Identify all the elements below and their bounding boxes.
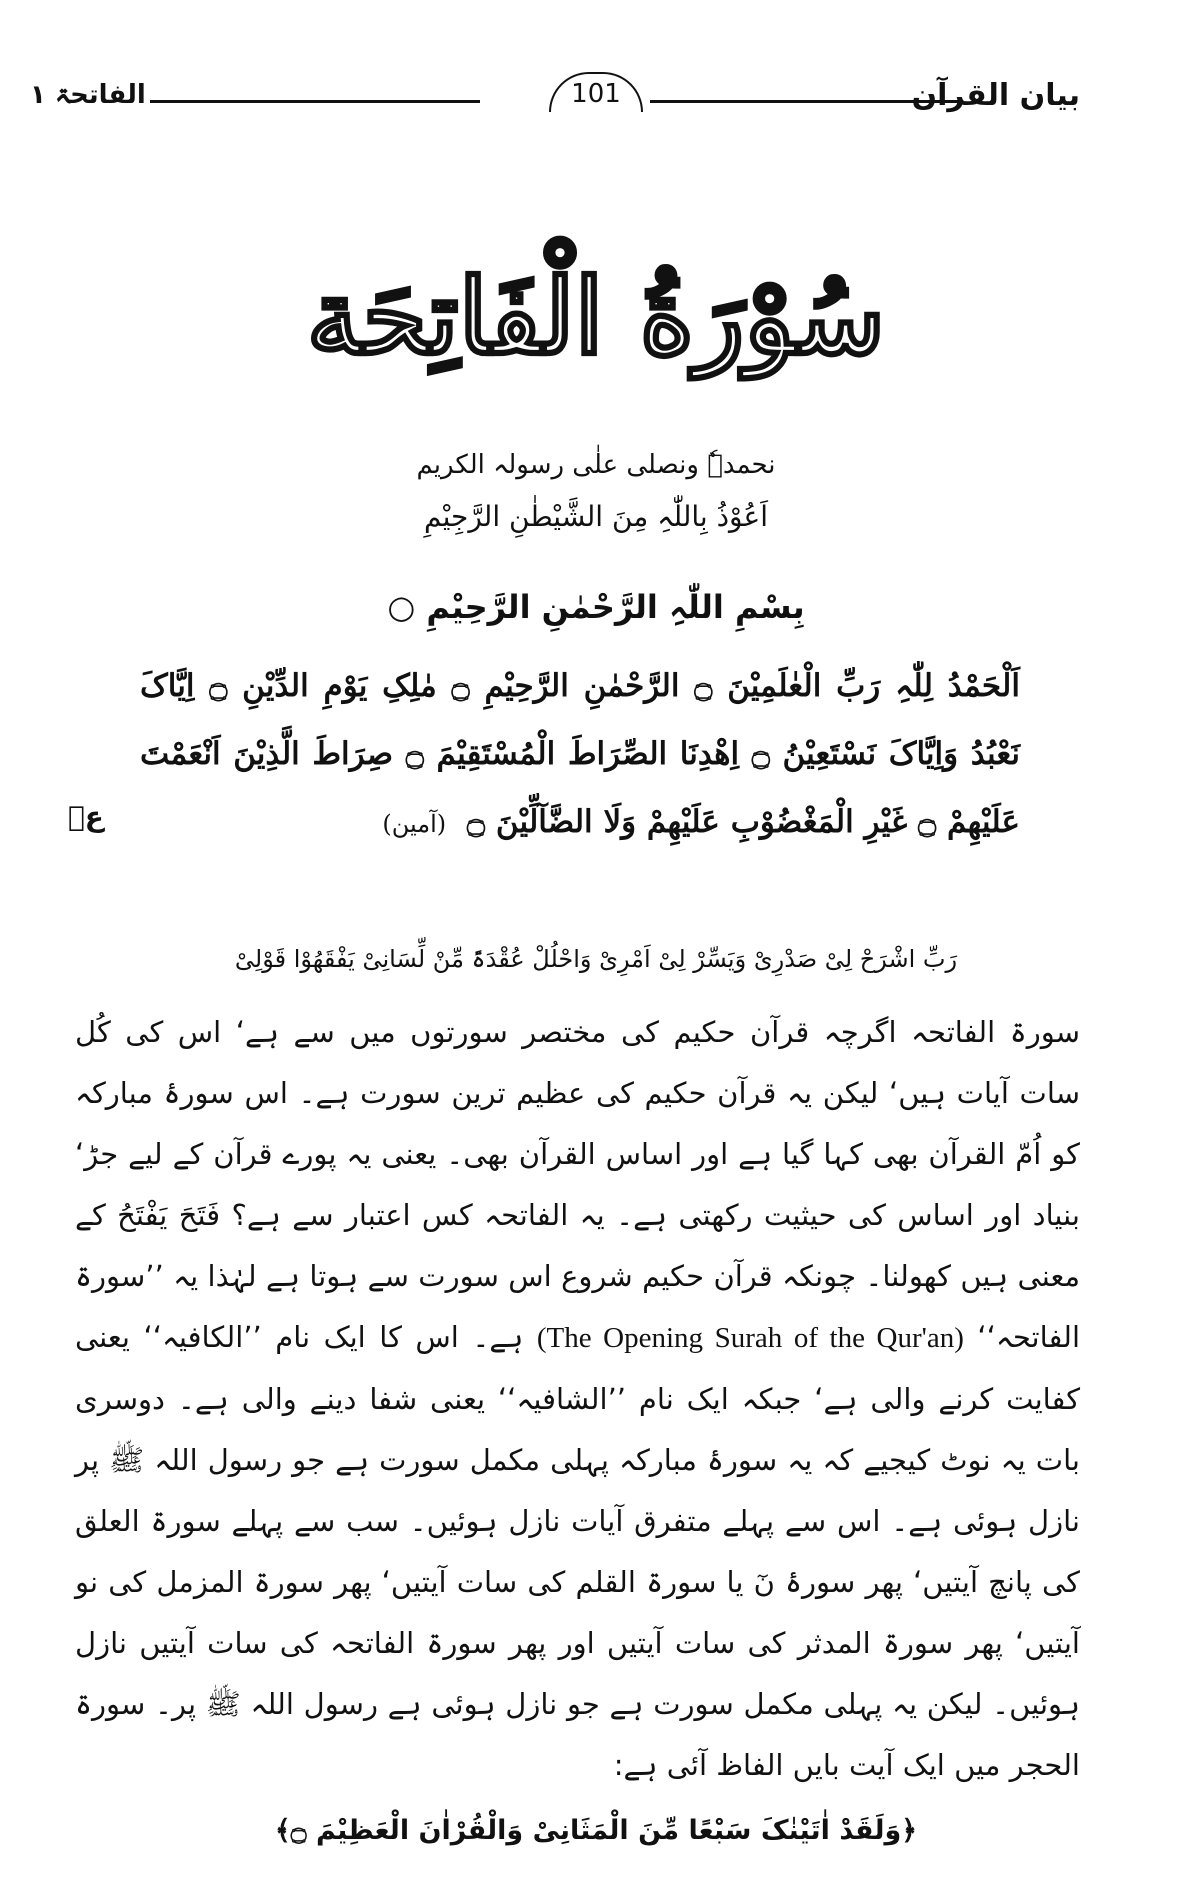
header-surah-label: الفاتحۃ ۱	[30, 80, 146, 110]
page-number: 101	[549, 72, 643, 112]
commentary-part-1: سورۃ الفاتحہ اگرچہ قرآن حکیم کی مختصر سورتوں میں سے ہے‘ اس کی کُل سات آیات ہیں‘ لیکن یہ قرآن حکیم کی عظیم ترین سورت ہے۔ اس سورۂ مبارکہ کو اُمّ القرآن بھی کہا گیا ہے اور اساس القرآن بھی۔ یعنی یہ پورے قرآن کے لیے جڑ‘ بنیاد اور اساس کی حیثیت رکھتی ہے۔ یہ الفاتحہ کس اعتبار سے ہے؟ فَتَحَ یَفْتَحُ کے معنی ہیں کھولنا۔ چونکہ قرآن حکیم شروع اس سورت سے ہوتا ہے لہٰذا یہ ’’سورۃ الفاتحہ‘‘	[75, 1015, 1081, 1354]
basmala: بِسْمِ اللّٰہِ الرَّحْمٰنِ الرَّحِیْمِ ○	[387, 588, 805, 626]
header-rule-left	[150, 100, 480, 103]
page-header	[30, 78, 1080, 118]
invocation-line-1: نحمدہٗ ونصلی علٰی رسولہ الکریم	[416, 450, 776, 480]
surah-title: سُوْرَةُ الْفَاتِحَة	[306, 255, 886, 378]
dua-line: رَبِّ اشْرَحْ لِیْ صَدْرِیْ وَیَسِّرْ لِیْ اَمْرِیْ وَاحْلُلْ عُقْدَۃً مِّنْ لِّسَانِیْ یَفْقَھُوْا قَوْلِیْ	[234, 945, 958, 973]
header-book-title: بیان القرآن	[911, 78, 1080, 113]
ruku-marker: عۡ	[68, 800, 104, 833]
quran-quote: ﴿وَلَقَدْ اٰتَیْنٰکَ سَبْعًا مِّنَ الْمَثَانِیْ وَالْقُرْاٰنَ الْعَظِیْمَ ۝﴾	[274, 1815, 918, 1846]
amin-label: (آمین)	[382, 810, 447, 838]
verses-text: اَلْحَمْدُ لِلّٰہِ رَبِّ الْعٰلَمِیْنَ ۝ الرَّحْمٰنِ الرَّحِیْمِ ۝ مٰلِکِ یَوْمِ الدِّیْنِ ۝ اِیَّاکَ نَعْبُدُ وَاِیَّاکَ نَسْتَعِیْنُ ۝ اِھْدِنَا الصِّرَاطَ الْمُسْتَقِیْمَ ۝ صِرَاطَ الَّذِیْنَ اَنْعَمْتَ عَلَیْھِمْ ۝ غَیْرِ الْمَغْضُوْبِ عَلَیْھِمْ وَلَا الضَّآلِّیْنَ ۝	[140, 668, 1020, 840]
surah-verses	[140, 652, 1020, 858]
commentary-paragraph	[75, 1002, 1080, 1796]
commentary-part-2: ہے۔ اس کا ایک نام ’’الکافیہ‘‘ یعنی کفایت کرنے والی ہے‘ جبکہ ایک نام ’’الشافیہ‘‘ یعنی شفا دینے والی ہے۔ دوسری بات یہ نوٹ کیجیے کہ یہ سورۂ مبارکہ پہلی مکمل سورت ہے جو رسول اللہ ﷺ پر نازل ہوئی ہے۔ اس سے پہلے متفرق آیات نازل ہوئیں۔ سب سے پہلے سورۃ العلق کی پانچ آیتیں‘ پھر سورۂ نٓ یا سورۃ القلم کی سات آیتیں‘ پھر سورۃ المزمل کی نو آیتیں‘ پھر سورۃ المدثر کی سات آیتیں اور پھر سورۃ الفاتحہ کی سات آیتیں نازل ہوئیں۔ لیکن یہ پہلی مکمل سورت ہے جو نازل ہوئی ہے رسول اللہ ﷺ پر۔ سورۃ الحجر میں ایک آیت بایں الفاظ آئی ہے:	[75, 1320, 1080, 1782]
invocation-line-2: اَعُوْذُ بِاللّٰہِ مِنَ الشَّیْطٰنِ الرَّجِیْمِ	[423, 500, 769, 533]
commentary-english-phrase: (The Opening Surah of the Qur'an)	[536, 1322, 964, 1354]
